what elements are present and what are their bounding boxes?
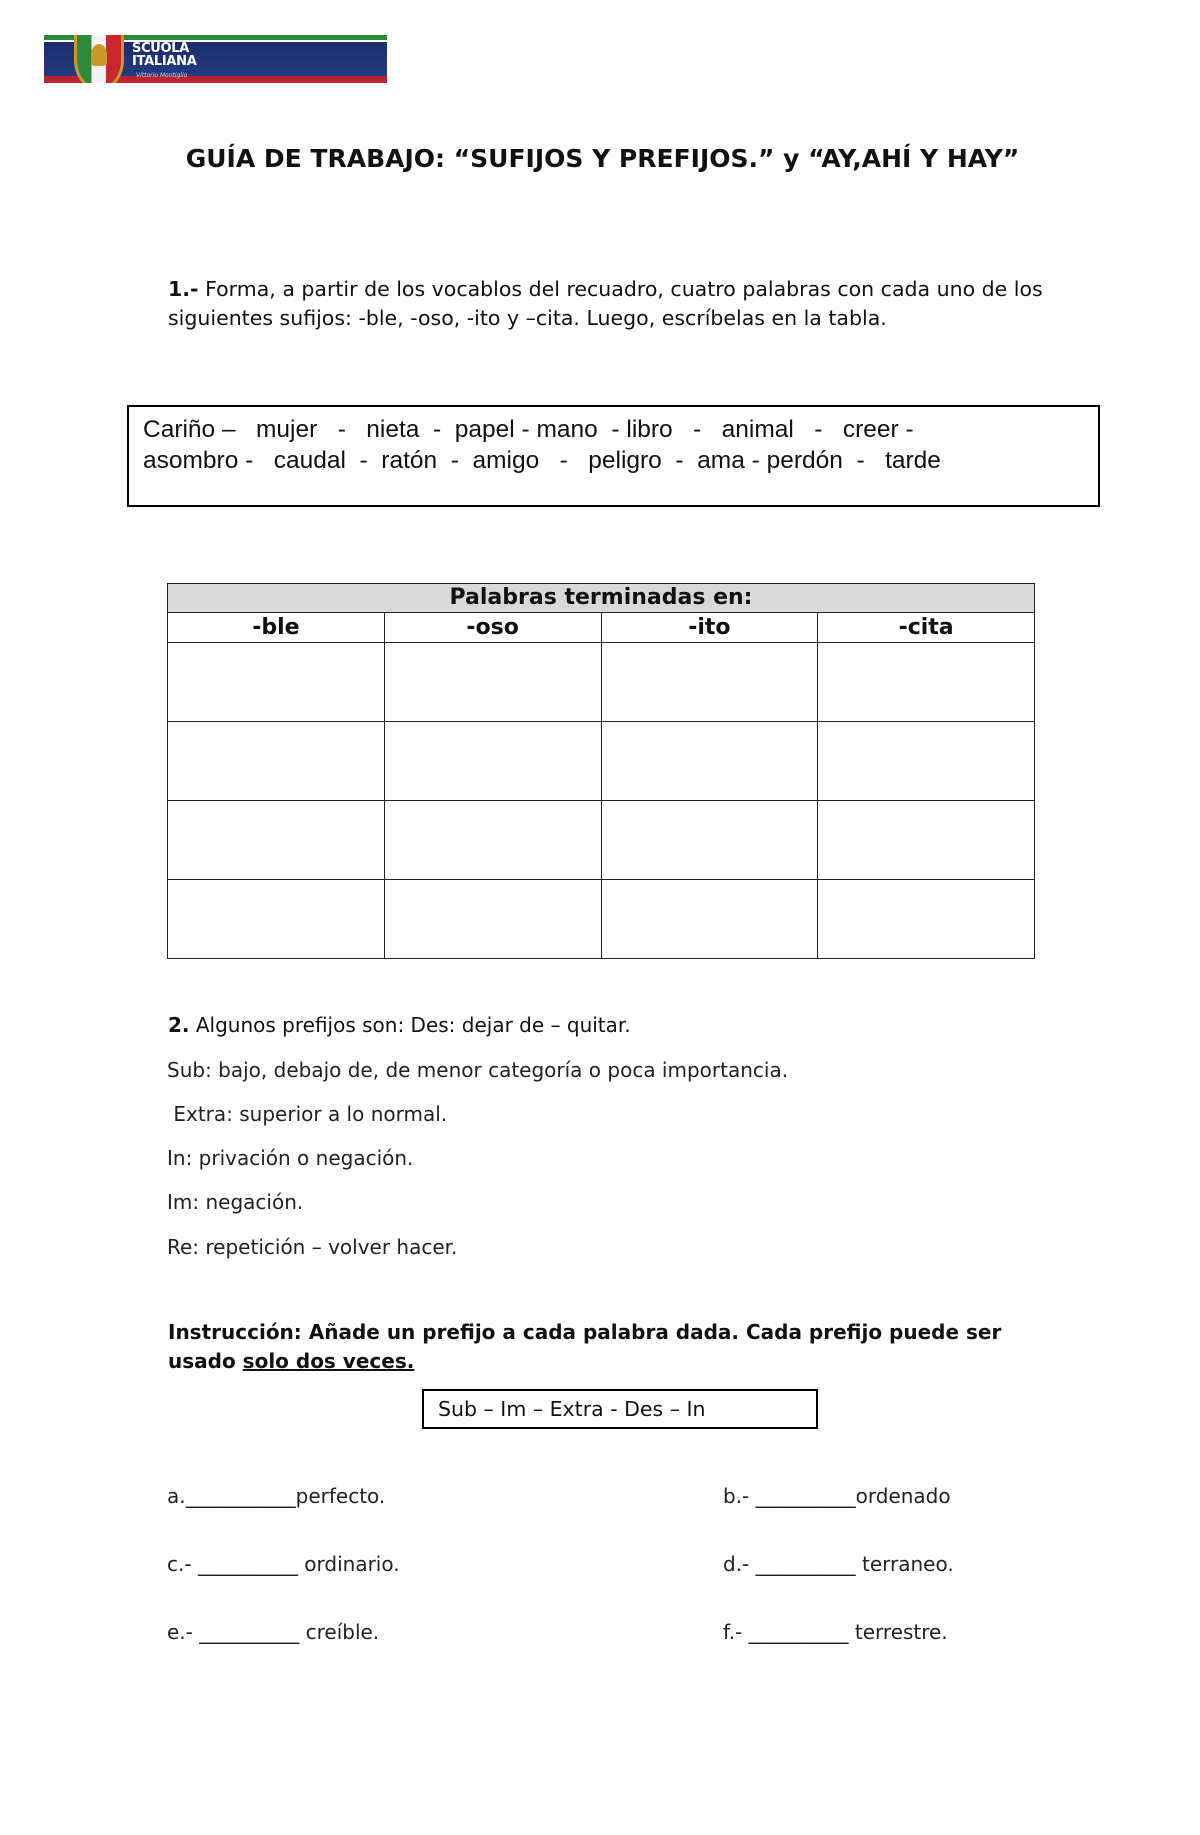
instruction <box>168 1318 1048 1376</box>
table-cell[interactable] <box>384 801 601 880</box>
logo-text <box>132 42 196 68</box>
question-1-number: 1.- <box>168 277 199 301</box>
exercise-label: a. <box>167 1484 186 1508</box>
vocabulary-box <box>127 405 1100 507</box>
exercise-word: ordenado <box>855 1484 951 1508</box>
exercise-blank[interactable]: __________ <box>199 1620 300 1644</box>
exercise-word: creíble. <box>299 1620 380 1644</box>
exercise-word: perfecto. <box>295 1484 386 1508</box>
definition-im: Im: negación. <box>167 1190 304 1214</box>
logo-line2: ITALIANA <box>132 54 197 69</box>
definition-re: Re: repetición – volver hacer. <box>167 1235 458 1259</box>
table-cell[interactable] <box>601 722 818 801</box>
suffix-table <box>167 583 1035 959</box>
exercise-b <box>723 1483 951 1509</box>
logo-subtitle: Vittorio Montiglio <box>136 72 188 79</box>
definition-in: In: privación o negación. <box>167 1146 414 1170</box>
definition-extra: Extra: superior a lo normal. <box>167 1102 448 1126</box>
column-cita: -cita <box>818 613 1035 643</box>
question-2-number: 2. <box>168 1013 190 1037</box>
prefix-box: Sub – Im – Extra - Des – In <box>422 1389 818 1429</box>
table-cell[interactable] <box>168 880 385 959</box>
table-cell[interactable] <box>818 643 1035 722</box>
exercise-blank[interactable]: __________ <box>748 1620 849 1644</box>
instruction-label: Instrucción: <box>168 1320 302 1344</box>
instruction-text: Añade un prefijo a cada palabra dada. Cada prefijo puede ser usado <box>168 1320 1002 1373</box>
table-cell[interactable] <box>601 880 818 959</box>
table-cell[interactable] <box>384 722 601 801</box>
table-row <box>168 801 1035 880</box>
exercise-blank[interactable]: __________ <box>755 1552 856 1576</box>
exercise-e <box>167 1619 379 1645</box>
table-cell[interactable] <box>818 880 1035 959</box>
table-cell[interactable] <box>384 643 601 722</box>
question-2-intro: Algunos prefijos son: Des: dejar de – quitar. <box>189 1013 631 1037</box>
exercise-blank[interactable]: __________ <box>197 1552 298 1576</box>
exercise-blank[interactable]: __________ <box>755 1484 856 1508</box>
table-row <box>168 643 1035 722</box>
table-row <box>168 722 1035 801</box>
table-cell[interactable] <box>818 722 1035 801</box>
question-1 <box>168 275 1048 333</box>
table-cell[interactable] <box>168 801 385 880</box>
table-row <box>168 880 1035 959</box>
exercise-label: f.- <box>723 1620 749 1644</box>
exercise-a <box>167 1483 385 1509</box>
question-2 <box>168 1011 1048 1040</box>
school-logo <box>44 35 387 83</box>
exercise-word: terraneo. <box>855 1552 954 1576</box>
exercise-word: ordinario. <box>297 1552 400 1576</box>
column-ble: -ble <box>168 613 385 643</box>
table-cell[interactable] <box>384 880 601 959</box>
column-oso: -oso <box>384 613 601 643</box>
vocabulary-line-2: asombro - caudal - ratón - amigo - peligro - ama - perdón - tarde <box>143 447 941 474</box>
crest-icon <box>74 35 124 83</box>
table-header: Palabras terminadas en: <box>168 584 1035 613</box>
logo-line1: SCUOLA <box>132 41 190 56</box>
exercise-f <box>723 1619 948 1645</box>
crest-emblem <box>91 44 107 66</box>
exercise-blank[interactable]: ___________ <box>185 1484 296 1508</box>
table-cell[interactable] <box>168 722 385 801</box>
vocabulary-line-1: Cariño – mujer - nieta - papel - mano - libro - animal - creer - <box>143 416 914 443</box>
exercise-d <box>723 1551 954 1577</box>
table-cell[interactable] <box>168 643 385 722</box>
table-cell[interactable] <box>601 643 818 722</box>
column-ito: -ito <box>601 613 818 643</box>
instruction-underlined: solo dos veces. <box>242 1349 415 1373</box>
exercise-label: e.- <box>167 1620 200 1644</box>
page-title: GUÍA DE TRABAJO: “SUFIJOS Y PREFIJOS.” y “AY,AHÍ Y HAY” <box>185 144 1020 173</box>
exercise-label: b.- <box>723 1484 756 1508</box>
exercise-label: d.- <box>723 1552 756 1576</box>
question-1-text: Forma, a partir de los vocablos del recuadro, cuatro palabras con cada uno de los siguientes sufijos: -ble, -oso, -ito y –cita. Luego, escríbelas en la tabla. <box>168 277 1043 330</box>
exercise-word: terrestre. <box>848 1620 948 1644</box>
table-cell[interactable] <box>601 801 818 880</box>
exercise-label: c.- <box>167 1552 198 1576</box>
exercise-c <box>167 1551 400 1577</box>
table-cell[interactable] <box>818 801 1035 880</box>
definition-sub: Sub: bajo, debajo de, de menor categoría o poca importancia. <box>167 1058 789 1082</box>
